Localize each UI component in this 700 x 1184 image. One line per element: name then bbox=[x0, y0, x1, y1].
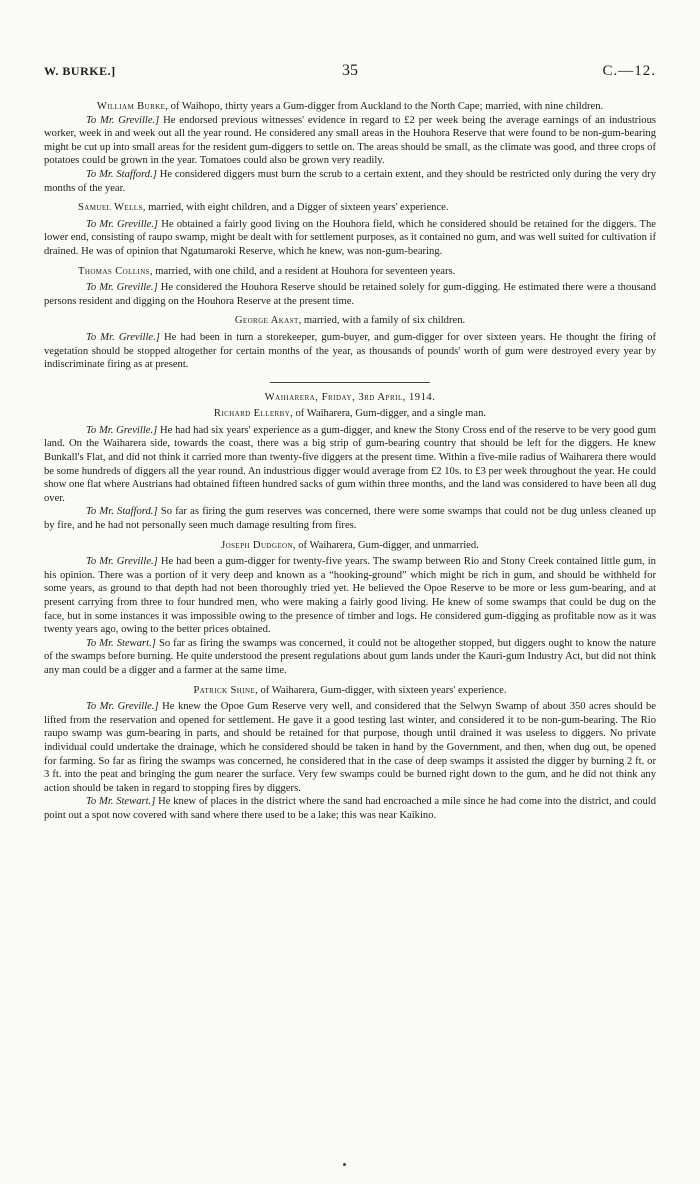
witness-heading bbox=[78, 201, 656, 215]
witness-heading bbox=[64, 539, 636, 553]
testimony-paragraph: To Mr. Greville.] He endorsed previous witnesses' evidence in regard to £2 per week being the average earnings of an industrious worker, week in and week out all the year round. He considered any small areas in the Houhora Reserve that were found to be non-gum-bearing might be cut up into small areas for the resident gum-diggers to settle on. The areas should be small, as the climate was good, and three crops of potatoes could be grown in the year. Tomatoes could also be grown very readily. bbox=[44, 114, 656, 167]
witness-name: Richard Ellerby bbox=[213, 408, 291, 420]
testimony-paragraph: To Mr. Stewart.] So far as firing the swamps was concerned, it could not be altogether stopped, but diggers ought to know the nature of the swamps before burning. He quite understood the present regulations about gum lands under the Kauri-gum Industry Act, but did not think any man could be a digger and a farmer at the same time. bbox=[44, 637, 656, 676]
witness-intro: , of Waiharera, Gum-digger, with sixteen years' experience. bbox=[255, 684, 507, 696]
testimony-paragraph: To Mr. Greville.] He considered the Houhora Reserve should be retained solely for gum-digging. He estimated there were a thousand persons resident and digging on the Houhora Reserve at the present time. bbox=[44, 282, 656, 307]
witness-name: Joseph Dudgeon bbox=[221, 539, 293, 551]
document-code: C.—12. bbox=[602, 63, 656, 79]
testimony-paragraph: To Mr. Greville.] He had been a gum-digger for twenty-five years. The swamp between Rio and Stony Creek contained little gum, in his opinion. There was a portion of it very deep and known as a “hooking-ground” which might be rich in gum, and should be withheld for some years, as ground to that depth had not been thoroughly tried yet. He believed the Opoe Reserve to be more or less gum-bearing, and at present carrying from three to four hundred men, who were making a fairly good living. He knew of some swamps that could be dug on the face, but in some instances it was impossible owing to the presence of timber and logs. He considered gum-digging as profitable now as it was twenty years ago, owing to the better prices obtained. bbox=[44, 556, 656, 636]
header-witness: W. BURKE.] bbox=[44, 64, 116, 78]
witness-name: William Burke bbox=[96, 101, 166, 112]
testimony-paragraph: To Mr. Greville.] He obtained a fairly good living on the Houhora field, which he considered should be retained for the diggers. The lower end, consisting of raupo swamp, might be dealt with for settlement purposes, as it contained no gum, and was well suited for cultivation if drained. He was of opinion that Ngatumaroki Reserve, which he knew, was non-gum-bearing. bbox=[44, 218, 656, 257]
witness-intro: , of Waihopo, thirty years a Gum-digger from Auckland to the North Cape; married, with nine children. bbox=[165, 101, 604, 112]
witness-heading bbox=[64, 100, 636, 114]
testimony-paragraph: To Mr. Greville.] He had been in turn a storekeeper, gum-buyer, and gum-digger for over sixteen years. He thought the firing of vegetation should be stopped altogether for certain months of the year, as thousands of pounds' worth of gum were destroyed every year by indiscriminate firing as at present. bbox=[44, 331, 657, 371]
witness-intro: , of Waiharera, Gum-digger, and unmarried. bbox=[292, 539, 479, 551]
witness-name: Samuel Wells bbox=[78, 202, 143, 214]
witness-intro: , of Waiharera, Gum-digger, and a single man. bbox=[290, 408, 487, 420]
testimony-paragraph: To Mr. Greville.] He knew the Opoe Gum Reserve very well, and considered that the Selwyn Swamp of about 350 acres should be lifted from the reservation and opened for settlement. He gave it a good testing last winter, and considered it to be non-gum-bearing. The Rio raupo swamp was gum-bearing in parts, and should be retained for that purpose, though until drained it was useless to diggers. No private individual could undertake the drainage, which he considered should be taken in hand by the Government, and then, when dug out, be opened for farming. So far as firing the swamps was concerned, he considered that in the case of deep swamps it assisted the digger by burning 2 ft. or 3 ft. into the peat and bringing the gum nearer the surface. Very few swamps could be burned right down to the gum, and he did not think any action should be taken in regard to stopping fires by diggers. bbox=[44, 701, 656, 794]
witness-intro: , married, with a family of six children. bbox=[298, 315, 466, 327]
witness-heading bbox=[64, 684, 636, 698]
witness-name: Thomas Collins bbox=[78, 265, 150, 277]
testimony-paragraph: To Mr. Stafford.] He considered diggers must burn the scrub to a certain extent, and they should be restricted only during the very dry months of the year. bbox=[44, 168, 657, 194]
witness-intro: , married, with eight children, and a Digger of sixteen years' experience. bbox=[142, 202, 449, 214]
page-mark bbox=[343, 1163, 346, 1166]
page-number: 35 bbox=[342, 62, 358, 79]
testimony-paragraph: To Mr. Stewart.] He knew of places in the district where the sand had encroached a mile since he had come into the district, and could point out a spot now covered with sand where there used to be a lake; this was near Kaikino. bbox=[44, 796, 657, 821]
witness-name: George Akast bbox=[234, 315, 299, 327]
witness-heading bbox=[78, 265, 656, 279]
witness-heading bbox=[64, 314, 636, 328]
page-header bbox=[44, 62, 656, 88]
session-date: Waiharera, Friday, 3rd April, 1914. bbox=[264, 391, 436, 403]
witness-heading bbox=[64, 407, 636, 421]
witness-name: Patrick Shine bbox=[193, 684, 256, 696]
testimony-paragraph: To Mr. Stafford.] So far as firing the gum reserves was concerned, there were some swamps that could not be dug unless cleaned up by fire, and he had not personally seen much damage resulting from fires. bbox=[44, 506, 657, 532]
witness-intro: , married, with one child, and a resident at Houhora for seventeen years. bbox=[149, 265, 456, 277]
testimony-paragraph: To Mr. Greville.] He had had six years' experience as a gum-digger, and knew the Stony Cross end of the reserve to be very good gum land. On the Waiharera side, towards the coast, there was a big strip of gum-bearing country that should be left for the diggers. He knew Bunkall's Flat, and did not think it carried more than twenty-five diggers at the present time. Within a five-mile radius of Waiharera there would be some hundreds of diggers all the year round. An industrious digger would average from £2 10s. to £3 per week throughout the year. He could show one flat where Austrians had obtained fifteen hundred sacks of gum within three months, and the land was considered to have been all dug over. bbox=[44, 424, 656, 504]
section-divider bbox=[270, 382, 430, 383]
